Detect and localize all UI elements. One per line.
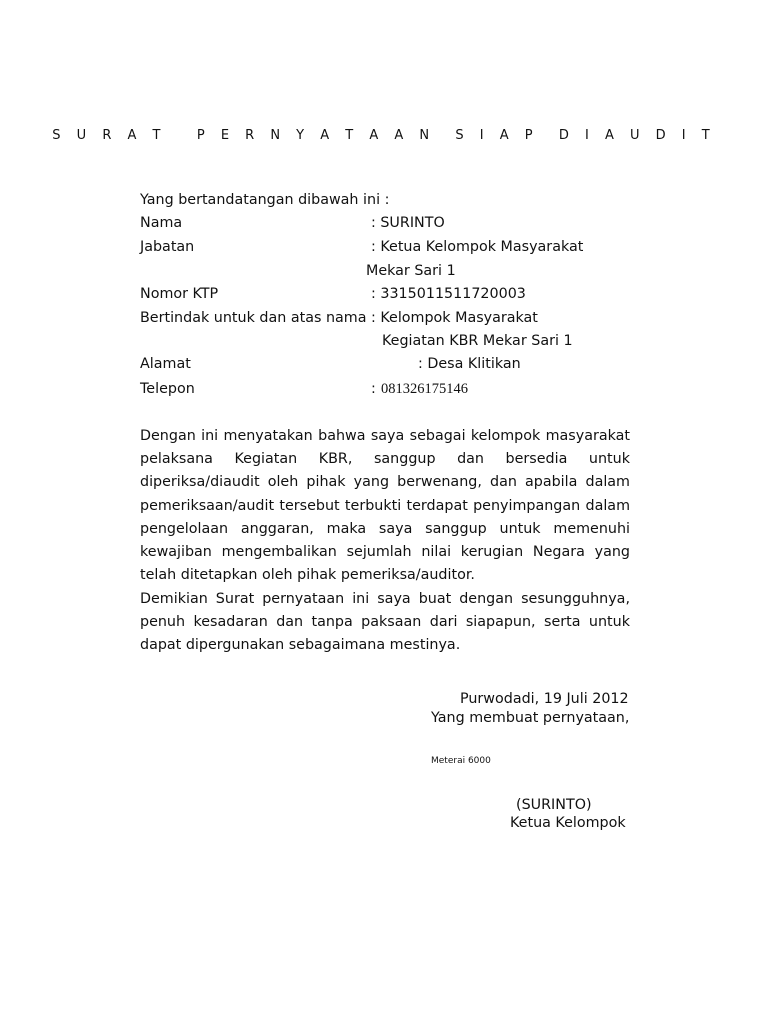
bertindak-value-line-2: Kegiatan KBR Mekar Sari 1 — [382, 333, 573, 349]
ktp-value: : 3315011511720003 — [371, 286, 526, 302]
jabatan-value-line-1: : Ketua Kelompok Masyarakat — [371, 239, 584, 255]
bertindak-label: Bertindak untuk dan atas nama — [140, 310, 367, 326]
paragraph-line: Demikian Surat pernyataan ini saya buat dengan sesungguhnya, — [140, 591, 630, 607]
telepon-colon: : — [371, 381, 376, 397]
statement-paragraph — [140, 425, 630, 587]
paragraph-line: pelaksana Kegiatan KBR, sanggup dan bersedia untuk — [140, 451, 630, 468]
paragraph-line: penuh kesadaran dan tanpa paksaan dari siapapun, serta untuk — [140, 614, 630, 631]
paragraph-line: Dengan ini menyatakan bahwa saya sebagai kelompok masyarakat — [140, 428, 630, 444]
nama-label: Nama — [140, 215, 183, 231]
ktp-label: Nomor KTP — [140, 286, 219, 302]
closing-paragraph — [140, 588, 630, 658]
paragraph-line: pengelolaan anggaran, maka saya sanggup untuk memenuhi — [140, 520, 630, 537]
jabatan-value-line-2: Mekar Sari 1 — [366, 263, 456, 279]
document-title: S U R A T P E R N Y A T A A N S I A P D I A U D I T — [52, 128, 716, 143]
signer-name: (SURINTO) — [516, 797, 592, 813]
paragraph-line: dapat dipergunakan sebagaimana mestinya. — [140, 637, 461, 654]
telepon-value: 081326175146 — [381, 381, 468, 397]
alamat-value: : Desa Klitikan — [418, 356, 521, 372]
paragraph-line: diperiksa/diaudit oleh pihak yang berwenang, dan apabila dalam — [140, 474, 630, 491]
signer-position: Ketua Kelompok — [510, 815, 626, 831]
maker-label: Yang membuat pernyataan, — [431, 710, 630, 726]
telepon-label: Telepon — [140, 381, 195, 397]
paragraph-line: kewajiban mengembalikan sejumlah nilai kerugian Negara yang — [140, 544, 630, 561]
bertindak-value-line-1: : Kelompok Masyarakat — [371, 310, 538, 326]
paragraph-line: telah ditetapkan oleh pihak pemeriksa/auditor. — [140, 567, 475, 584]
place-date: Purwodadi, 19 Juli 2012 — [460, 691, 629, 707]
jabatan-label: Jabatan — [140, 239, 195, 255]
nama-value: : SURINTO — [371, 215, 445, 231]
intro-text: Yang bertandatangan dibawah ini : — [140, 192, 390, 208]
alamat-label: Alamat — [140, 356, 191, 372]
stamp-label: Meterai 6000 — [431, 756, 491, 766]
paragraph-line: pemeriksaan/audit tersebut terbukti terdapat penyimpangan dalam — [140, 497, 630, 514]
